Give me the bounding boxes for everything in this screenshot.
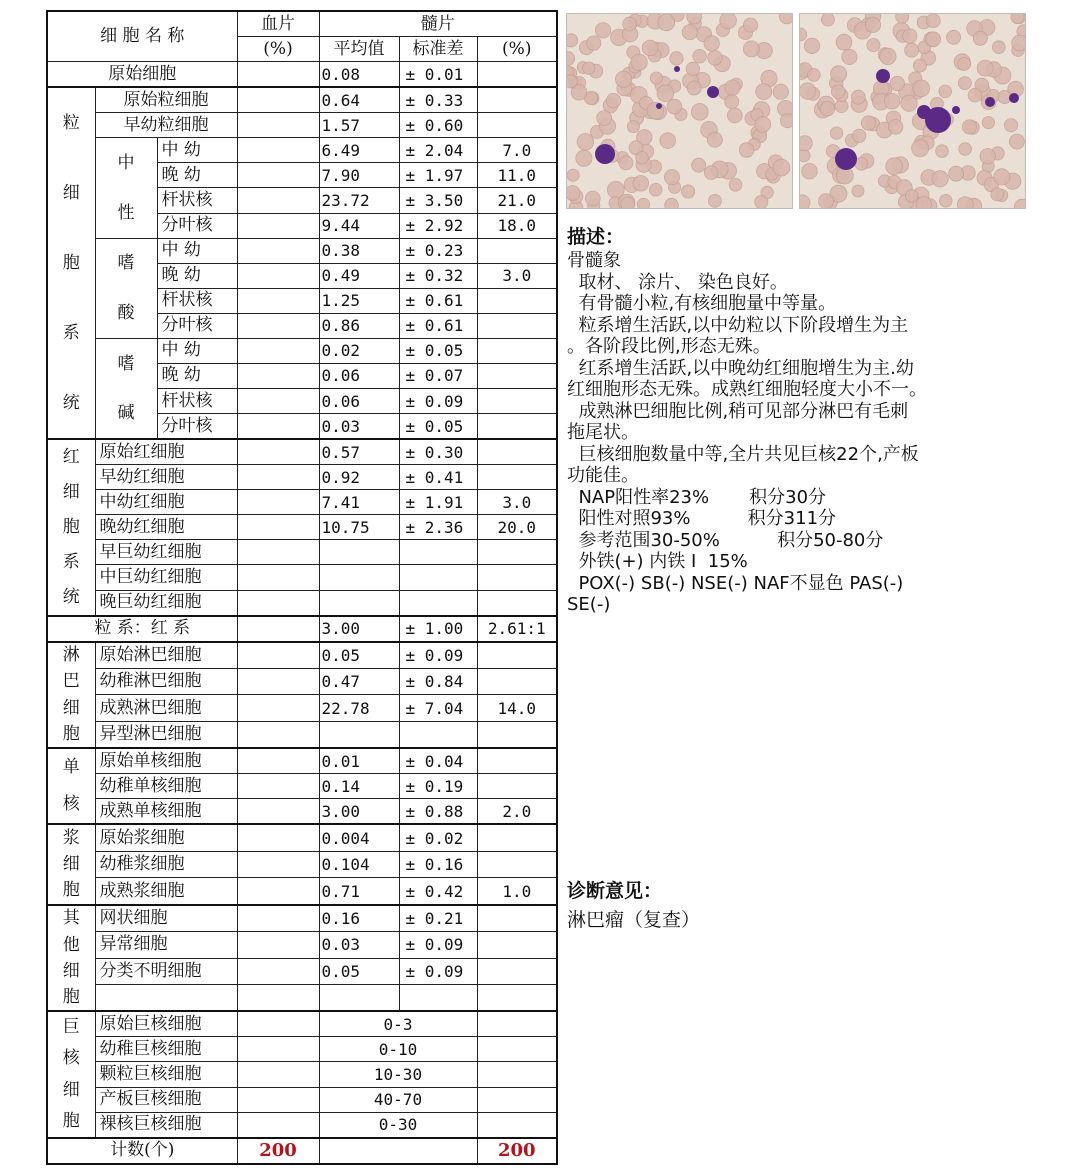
blood-pct-cell xyxy=(237,1112,319,1138)
range-cell: 40-70 xyxy=(319,1087,477,1112)
description-line: SE(-) xyxy=(567,594,611,615)
table-row xyxy=(47,439,557,465)
header-marrow: 髓片 xyxy=(319,11,557,37)
blood-pct-cell xyxy=(237,905,319,932)
table-row xyxy=(47,824,557,851)
header-blood-unit: (%) xyxy=(237,37,319,62)
cell-name: 晚幼红细胞 xyxy=(95,515,237,540)
table-row xyxy=(47,958,557,984)
group-label: 单 核 xyxy=(47,748,95,824)
subgroup-label: 嗜 碱 xyxy=(95,338,157,439)
cell-name xyxy=(95,984,237,1011)
sd-cell: ± 0.88 xyxy=(399,799,477,825)
cell-name: 晚巨幼红细胞 xyxy=(95,590,237,616)
mean-cell: 23.72 xyxy=(319,188,399,213)
blood-pct-cell xyxy=(237,113,319,138)
sd-cell: ± 0.05 xyxy=(399,338,477,363)
sd-cell: ± 0.02 xyxy=(399,824,477,851)
empty-cell xyxy=(319,1138,477,1164)
description-line: 参考范围30-50% 积分50-80分 xyxy=(567,529,884,551)
mean-cell: 7.41 xyxy=(319,490,399,515)
marrow-pct-cell xyxy=(477,669,557,695)
group-label: 粒 细 胞 系 统 xyxy=(47,87,95,439)
marrow-pct-cell xyxy=(477,958,557,984)
range-cell: 0-30 xyxy=(319,1112,477,1138)
cell-name: 异型淋巴细胞 xyxy=(95,721,237,748)
mean-cell: 0.06 xyxy=(319,363,399,388)
cell-name: 杆状核 xyxy=(157,288,237,313)
sd-cell xyxy=(399,984,477,1011)
sd-cell: ± 0.19 xyxy=(399,774,477,799)
table-row xyxy=(47,1087,557,1112)
blood-pct-cell xyxy=(237,388,319,413)
sd-cell: ± 0.61 xyxy=(399,288,477,313)
marrow-pct-cell: 11.0 xyxy=(477,163,557,188)
marrow-pct-cell: 1.0 xyxy=(477,878,557,905)
cell-name: 晚 幼 xyxy=(157,263,237,288)
marrow-pct-cell xyxy=(477,388,557,413)
marrow-pct-cell: 7.0 xyxy=(477,138,557,163)
sd-cell: ± 0.84 xyxy=(399,669,477,695)
ratio-label: 粒 系：红 系 xyxy=(47,616,237,642)
table-row xyxy=(47,642,557,669)
cell-name: 成熟单核细胞 xyxy=(95,799,237,825)
blood-pct-cell xyxy=(237,288,319,313)
sd-cell: ± 2.36 xyxy=(399,515,477,540)
blood-pct-cell xyxy=(237,1062,319,1087)
header-mean: 平均值 xyxy=(319,37,399,62)
blood-pct-cell xyxy=(237,87,319,113)
marrow-pct-cell: 2.0 xyxy=(477,799,557,825)
sd-cell: ± 0.41 xyxy=(399,465,477,490)
table-row xyxy=(47,1037,557,1062)
table-row xyxy=(47,932,557,958)
marrow-pct-cell: 3.0 xyxy=(477,490,557,515)
description-line: 红细胞形态无殊。成熟红细胞轻度大小不一。 xyxy=(567,379,927,400)
marrow-smear-photo-1 xyxy=(566,13,793,209)
mean-cell: 7.90 xyxy=(319,163,399,188)
cell-name: 分叶核 xyxy=(157,313,237,338)
description-line: 巨核细胞数量中等,全片共见巨核22个,产板 xyxy=(567,443,919,465)
marrow-pct-cell xyxy=(477,565,557,590)
description-line: 阳性对照93% 积分311分 xyxy=(567,508,837,529)
description-line: 取材、 涂片、 染色良好。 xyxy=(567,271,788,293)
description-line: 粒系增生活跃,以中幼粒以下阶段增生为主 xyxy=(567,314,909,336)
marrow-pct-cell xyxy=(477,414,557,440)
sd-cell: ± 0.32 xyxy=(399,263,477,288)
blood-pct-cell xyxy=(237,590,319,616)
marrow-pct-cell: 18.0 xyxy=(477,213,557,238)
table-row xyxy=(47,465,557,490)
table-row xyxy=(47,338,557,363)
cell-name: 原始浆细胞 xyxy=(95,824,237,851)
range-cell: 0-3 xyxy=(319,1011,477,1037)
mean-cell: 0.05 xyxy=(319,958,399,984)
marrow-pct-cell xyxy=(477,363,557,388)
marrow-pct-cell xyxy=(477,288,557,313)
blood-pct-cell xyxy=(237,824,319,851)
table-row xyxy=(47,540,557,565)
mean-cell: 0.08 xyxy=(319,62,399,88)
header-marrow-unit: (%) xyxy=(477,37,557,62)
table-row xyxy=(47,565,557,590)
sd-cell xyxy=(399,590,477,616)
marrow-pct-cell xyxy=(477,62,557,88)
marrow-pct-cell xyxy=(477,642,557,669)
marrow-pct-cell: 21.0 xyxy=(477,188,557,213)
sd-cell: ± 0.07 xyxy=(399,363,477,388)
cell-name: 杆状核 xyxy=(157,388,237,413)
range-cell: 0-10 xyxy=(319,1037,477,1062)
group-label: 巨 核 细 胞 xyxy=(47,1011,95,1137)
mean-cell: 22.78 xyxy=(319,695,399,721)
blood-pct-cell xyxy=(237,1037,319,1062)
range-cell: 10-30 xyxy=(319,1062,477,1087)
cell-name: 成熟淋巴细胞 xyxy=(95,695,237,721)
mean-cell xyxy=(319,565,399,590)
table-row xyxy=(47,695,557,721)
cell-name: 中 幼 xyxy=(157,338,237,363)
blood-pct-cell xyxy=(237,851,319,877)
mean-cell: 0.47 xyxy=(319,669,399,695)
mean-cell: 0.14 xyxy=(319,774,399,799)
blood-pct-cell xyxy=(237,515,319,540)
blood-pct-cell xyxy=(237,338,319,363)
subgroup-label: 中 性 xyxy=(95,138,157,238)
cell-name: 幼稚浆细胞 xyxy=(95,851,237,877)
group-label: 其 他 细 胞 xyxy=(47,905,95,1012)
marrow-pct-cell xyxy=(477,1087,557,1112)
blood-pct-cell xyxy=(237,439,319,465)
sd-cell xyxy=(399,721,477,748)
marrow-pct-cell xyxy=(477,1062,557,1087)
cell-name: 原始淋巴细胞 xyxy=(95,642,237,669)
sd-cell: ± 0.09 xyxy=(399,932,477,958)
diagnosis-text: 淋巴瘤（复查） xyxy=(567,909,701,931)
sd-cell: ± 2.92 xyxy=(399,213,477,238)
table-row xyxy=(47,1112,557,1138)
sd-cell: ± 0.61 xyxy=(399,313,477,338)
mean-cell: 1.57 xyxy=(319,113,399,138)
blood-count: 200 xyxy=(237,1138,319,1164)
cell-name: 原始巨核细胞 xyxy=(95,1011,237,1037)
blood-pct-cell xyxy=(237,213,319,238)
sd-cell: ± 0.42 xyxy=(399,878,477,905)
sd-cell: ± 1.91 xyxy=(399,490,477,515)
cell-name: 晚 幼 xyxy=(157,163,237,188)
table-row xyxy=(47,590,557,616)
cell-name: 幼稚巨核细胞 xyxy=(95,1037,237,1062)
blood-pct-cell xyxy=(237,1011,319,1037)
cell-name: 成熟浆细胞 xyxy=(95,878,237,905)
blood-pct-cell xyxy=(237,799,319,825)
cell-name: 早巨幼红细胞 xyxy=(95,540,237,565)
sd-cell: ± 0.09 xyxy=(399,958,477,984)
description-line: 。各阶段比例,形态无殊。 xyxy=(567,336,771,357)
marrow-pct-cell xyxy=(477,1037,557,1062)
table-row xyxy=(47,669,557,695)
marrow-pct-cell xyxy=(477,338,557,363)
marrow-pct-cell: 20.0 xyxy=(477,515,557,540)
marrow-pct-cell xyxy=(477,113,557,138)
marrow-pct-cell xyxy=(477,1112,557,1138)
cell-name: 幼稚淋巴细胞 xyxy=(95,669,237,695)
sd-cell: ± 1.97 xyxy=(399,163,477,188)
cell-name: 异常细胞 xyxy=(95,932,237,958)
marrow-pct-cell: 3.0 xyxy=(477,263,557,288)
mean-cell: 0.64 xyxy=(319,87,399,113)
table-row xyxy=(47,721,557,748)
marrow-pct-cell: 14.0 xyxy=(477,695,557,721)
table-row xyxy=(47,1011,557,1037)
cell-name: 中 幼 xyxy=(157,138,237,163)
cell-name: 颗粒巨核细胞 xyxy=(95,1062,237,1087)
cell-name: 原始单核细胞 xyxy=(95,748,237,774)
marrow-pct-cell xyxy=(477,774,557,799)
mean-cell: 1.25 xyxy=(319,288,399,313)
blood-pct-cell xyxy=(237,669,319,695)
sd-cell: ± 0.23 xyxy=(399,238,477,263)
count-label: 计数(个) xyxy=(47,1138,237,1164)
table-row xyxy=(47,11,557,37)
cell-name: 中 幼 xyxy=(157,238,237,263)
table-row xyxy=(47,878,557,905)
blood-pct-cell xyxy=(237,540,319,565)
sd-cell: ± 0.09 xyxy=(399,642,477,669)
blood-pct-cell xyxy=(237,188,319,213)
table-row xyxy=(47,748,557,774)
description-title: 描述： xyxy=(567,226,625,248)
sd-cell: ± 2.04 xyxy=(399,138,477,163)
table-row xyxy=(47,238,557,263)
marrow-pct-cell xyxy=(477,824,557,851)
cell-name: 分叶核 xyxy=(157,213,237,238)
group-label: 浆 细 胞 xyxy=(47,824,95,904)
table-row xyxy=(47,138,557,163)
cell-name: 晚 幼 xyxy=(157,363,237,388)
blood-pct-cell xyxy=(237,465,319,490)
cell-name: 中巨幼红细胞 xyxy=(95,565,237,590)
mean-cell: 0.86 xyxy=(319,313,399,338)
sd-cell xyxy=(399,540,477,565)
description-line: 外铁(+) 内铁 I 15% xyxy=(567,551,748,572)
blood-pct-cell xyxy=(237,774,319,799)
group-label: 淋 巴 细 胞 xyxy=(47,642,95,749)
mean-cell: 10.75 xyxy=(319,515,399,540)
marrow-pct-cell xyxy=(477,851,557,877)
mean-cell: 9.44 xyxy=(319,213,399,238)
marrow-pct-cell: 2.61:1 xyxy=(477,616,557,642)
description-line: POX(-) SB(-) NSE(-) NAF不显色 PAS(-) xyxy=(567,572,904,594)
mean-cell: 0.03 xyxy=(319,414,399,440)
blood-pct-cell xyxy=(237,878,319,905)
sd-cell xyxy=(399,565,477,590)
mean-cell xyxy=(319,984,399,1011)
sd-cell: ± 0.16 xyxy=(399,851,477,877)
sd-cell: ± 0.05 xyxy=(399,414,477,440)
mean-cell: 0.01 xyxy=(319,748,399,774)
mean-cell: 0.57 xyxy=(319,439,399,465)
table-row xyxy=(47,1062,557,1087)
blood-pct-cell xyxy=(237,263,319,288)
description-line: 功能佳。 xyxy=(567,465,639,486)
blood-pct-cell xyxy=(237,163,319,188)
marrow-pct-cell xyxy=(477,721,557,748)
description-line: 成熟淋巴细胞比例,稍可见部分淋巴有毛刺 xyxy=(567,400,909,422)
cell-name: 杆状核 xyxy=(157,188,237,213)
blood-pct-cell xyxy=(237,313,319,338)
marrow-pct-cell xyxy=(477,748,557,774)
cell-name: 产板巨核细胞 xyxy=(95,1087,237,1112)
marrow-pct-cell xyxy=(477,238,557,263)
header-cell-name: 细 胞 名 称 xyxy=(47,11,237,62)
cell-name: 早幼红细胞 xyxy=(95,465,237,490)
sd-cell: ± 0.21 xyxy=(399,905,477,932)
sd-cell: ± 0.09 xyxy=(399,388,477,413)
table-row xyxy=(47,62,557,88)
cell-name: 原始红细胞 xyxy=(95,439,237,465)
blood-pct-cell xyxy=(237,363,319,388)
description-line: 拖尾状。 xyxy=(567,422,639,443)
mean-cell: 0.104 xyxy=(319,851,399,877)
marrow-smear-photo-2 xyxy=(799,13,1026,209)
table-row xyxy=(47,799,557,825)
mean-cell xyxy=(319,540,399,565)
blood-pct-cell xyxy=(237,1087,319,1112)
description-line: 有骨髓小粒,有核细胞量中等量。 xyxy=(567,293,837,314)
mean-cell: 0.06 xyxy=(319,388,399,413)
blood-pct-cell xyxy=(237,565,319,590)
cell-name: 网状细胞 xyxy=(95,905,237,932)
blood-pct-cell xyxy=(237,138,319,163)
table-row xyxy=(47,984,557,1011)
mean-cell: 3.00 xyxy=(319,616,399,642)
marrow-pct-cell xyxy=(477,590,557,616)
description-line: 骨髓象 xyxy=(567,250,621,271)
sd-cell: ± 0.01 xyxy=(399,62,477,88)
blood-pct-cell xyxy=(237,642,319,669)
cell-name: 幼稚单核细胞 xyxy=(95,774,237,799)
marrow-pct-cell xyxy=(477,465,557,490)
blood-pct-cell xyxy=(237,414,319,440)
table-row xyxy=(47,87,557,113)
group-label: 红 细 胞 系 统 xyxy=(47,439,95,615)
sd-cell: ± 3.50 xyxy=(399,188,477,213)
description-body xyxy=(567,250,1037,616)
mean-cell xyxy=(319,721,399,748)
sd-cell: ± 7.04 xyxy=(399,695,477,721)
cell-name: 早幼粒细胞 xyxy=(95,113,237,138)
description-line: NAP阳性率23% 积分30分 xyxy=(567,486,827,508)
mean-cell: 6.49 xyxy=(319,138,399,163)
cell-name: 分叶核 xyxy=(157,414,237,440)
blood-pct-cell xyxy=(237,932,319,958)
cell-name: 原始粒细胞 xyxy=(95,87,237,113)
sd-cell: ± 0.30 xyxy=(399,439,477,465)
diagnosis-title: 诊断意见： xyxy=(567,880,663,902)
mean-cell: 0.71 xyxy=(319,878,399,905)
marrow-report-table xyxy=(46,10,558,1165)
marrow-pct-cell xyxy=(477,932,557,958)
marrow-pct-cell xyxy=(477,984,557,1011)
sd-cell: ± 1.00 xyxy=(399,616,477,642)
marrow-pct-cell xyxy=(477,313,557,338)
table-row xyxy=(47,490,557,515)
blood-pct-cell xyxy=(237,238,319,263)
header-sd: 标准差 xyxy=(399,37,477,62)
cell-name: 分类不明细胞 xyxy=(95,958,237,984)
table-row xyxy=(47,851,557,877)
mean-cell xyxy=(319,590,399,616)
mean-cell: 0.03 xyxy=(319,932,399,958)
table-row xyxy=(47,616,557,642)
blood-pct-cell xyxy=(237,984,319,1011)
blood-pct-cell xyxy=(237,695,319,721)
blood-pct-cell xyxy=(237,616,319,642)
marrow-pct-cell xyxy=(477,87,557,113)
mean-cell: 0.05 xyxy=(319,642,399,669)
cell-name: 中幼红细胞 xyxy=(95,490,237,515)
sd-cell: ± 0.04 xyxy=(399,748,477,774)
table-row xyxy=(47,113,557,138)
mean-cell: 0.02 xyxy=(319,338,399,363)
cell-name: 裸核巨核细胞 xyxy=(95,1112,237,1138)
mean-cell: 3.00 xyxy=(319,799,399,825)
mean-cell: 0.004 xyxy=(319,824,399,851)
marrow-count: 200 xyxy=(477,1138,557,1164)
table-row xyxy=(47,905,557,932)
blood-pct-cell xyxy=(237,721,319,748)
blood-pct-cell xyxy=(237,748,319,774)
sd-cell: ± 0.33 xyxy=(399,87,477,113)
marrow-pct-cell xyxy=(477,1011,557,1037)
marrow-pct-cell xyxy=(477,439,557,465)
mean-cell: 0.49 xyxy=(319,263,399,288)
header-blood: 血片 xyxy=(237,11,319,37)
table-row xyxy=(47,774,557,799)
mean-cell: 0.92 xyxy=(319,465,399,490)
table-row xyxy=(47,1138,557,1164)
subgroup-label: 嗜 酸 xyxy=(95,238,157,338)
marrow-pct-cell xyxy=(477,540,557,565)
blood-pct-cell xyxy=(237,62,319,88)
cell-name: 原始细胞 xyxy=(47,62,237,88)
blood-pct-cell xyxy=(237,490,319,515)
description-line: 红系增生活跃,以中晚幼红细胞增生为主.幼 xyxy=(567,357,914,379)
sd-cell: ± 0.60 xyxy=(399,113,477,138)
blood-pct-cell xyxy=(237,958,319,984)
mean-cell: 0.16 xyxy=(319,905,399,932)
table-row xyxy=(47,515,557,540)
marrow-pct-cell xyxy=(477,905,557,932)
mean-cell: 0.38 xyxy=(319,238,399,263)
